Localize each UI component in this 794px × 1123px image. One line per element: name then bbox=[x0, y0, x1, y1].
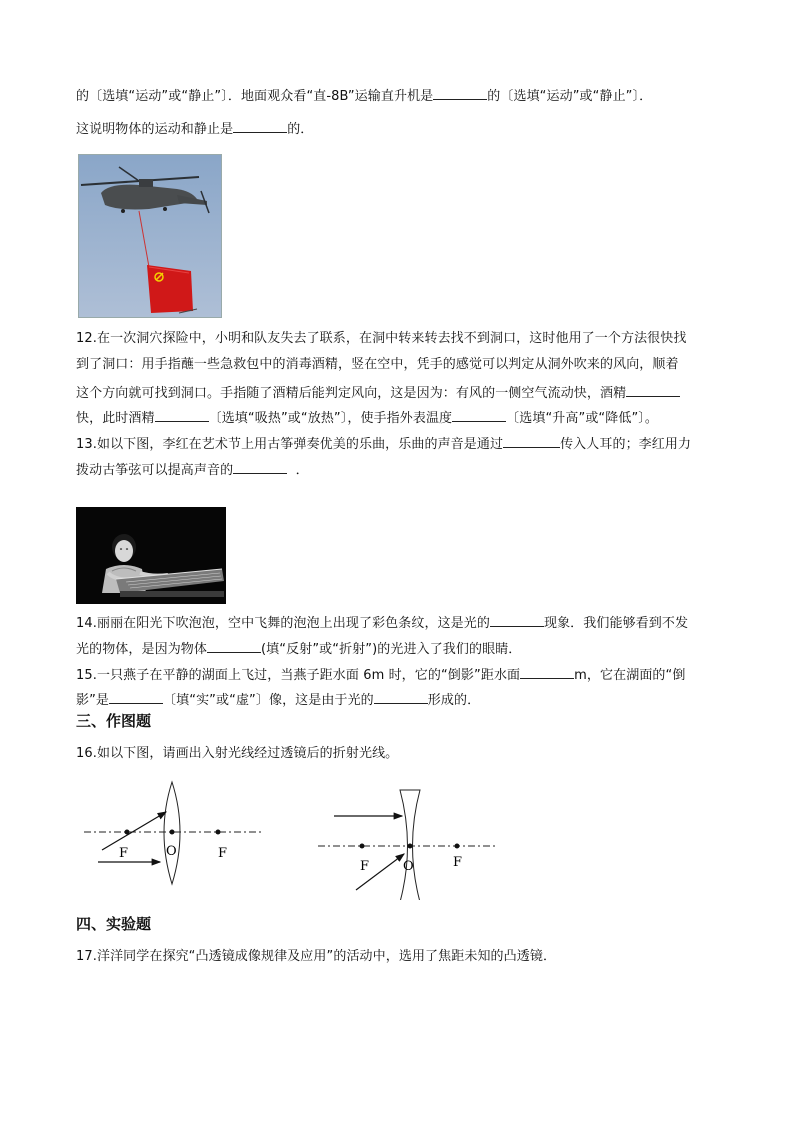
q13-text-2b: ． bbox=[295, 463, 309, 478]
q12-line-4 bbox=[76, 408, 726, 428]
focus-label-left-1: F bbox=[119, 846, 129, 861]
q11-text-1a: 的〔选填“运动”或“静止”〕．地面观众看“直-8B”运输直升机是 bbox=[76, 89, 434, 104]
q14-text-2a: 光的物体，是因为物体 bbox=[76, 642, 208, 657]
q13-blank-2 bbox=[233, 460, 287, 474]
q14-blank-2 bbox=[207, 639, 261, 653]
q17-text: 17.洋洋同学在探究“凸透镜成像规律及应用”的活动中，选用了焦距未知的凸透镜． bbox=[76, 949, 557, 964]
lens-diagrams bbox=[0, 770, 794, 900]
q15-text-1b: m，它在湖面的“倒 bbox=[574, 668, 686, 683]
q15-line-2 bbox=[76, 690, 726, 710]
q11-text-2b: 的． bbox=[287, 122, 314, 137]
focus-point-left-2 bbox=[360, 844, 365, 849]
optical-center-label-2: O bbox=[403, 859, 414, 874]
q14-text-1a: 14.丽丽在阳光下吹泡泡，空中飞舞的泡泡上出现了彩色条纹，这是光的 bbox=[76, 616, 490, 631]
focus-point-right-2 bbox=[455, 844, 460, 849]
q14-line-2 bbox=[76, 639, 726, 659]
q12-text-3: 这个方向就可找到洞口。手指随了酒精后能判定风向，这是因为：有风的一侧空气流动快，酒精 bbox=[76, 386, 627, 401]
q14-blank-1 bbox=[490, 613, 544, 627]
guzheng-photo bbox=[76, 507, 226, 604]
focus-point-right-1 bbox=[216, 830, 221, 835]
q11-text-2a: 这说明物体的运动和静止是 bbox=[76, 122, 234, 137]
q15-text-2b: 〔填“实”或“虚”〕像，这是由于光的 bbox=[163, 693, 374, 708]
q12-text-4c: 〔选填“升高”或“降低”〕。 bbox=[506, 411, 658, 426]
q12-line-3 bbox=[76, 383, 726, 403]
q12-text-2: 到了洞口：用手指蘸一些急救包中的消毒酒精，竖在空中，凭手的感觉可以判定从洞外吹来的风向，顺着 bbox=[76, 357, 679, 372]
q12-text-4a: 快，此时酒精 bbox=[76, 411, 155, 426]
q15-text-2c: 形成的． bbox=[427, 693, 481, 708]
q13-blank-1 bbox=[503, 434, 560, 448]
q16-line bbox=[76, 745, 726, 763]
q17-line bbox=[76, 948, 726, 966]
q13-text-2a: 拨动古筝弦可以提高声音的 bbox=[76, 463, 234, 478]
q11-blank-2 bbox=[233, 119, 287, 133]
concave-lens-diagram bbox=[318, 790, 497, 900]
q13-text-1b: 传入人耳的；李红用力 bbox=[560, 437, 692, 452]
q12-line-2 bbox=[76, 356, 726, 374]
section-4-heading: 四、实验题 bbox=[76, 915, 152, 933]
q14-line-1 bbox=[76, 613, 726, 633]
q12-line-1 bbox=[76, 330, 726, 348]
q11-text-1b: 的〔选填“运动”或“静止”〕． bbox=[487, 89, 653, 104]
optical-center-label-1: O bbox=[166, 844, 177, 859]
q12-blank-2 bbox=[155, 408, 209, 422]
q11-line-2 bbox=[76, 119, 726, 139]
convex-lens-diagram bbox=[84, 782, 262, 884]
focus-label-left-2: F bbox=[360, 859, 370, 874]
q12-text-4b: 〔选填“吸热”或“放热”〕，使手指外表温度 bbox=[208, 411, 453, 426]
q15-blank-2 bbox=[109, 690, 163, 704]
q13-text-1a: 13.如以下图，李红在艺术节上用古筝弹奏优美的乐曲，乐曲的声音是通过 bbox=[76, 437, 504, 452]
q16-text: 16.如以下图，请画出入射光线经过透镜后的折射光线。 bbox=[76, 746, 399, 761]
optical-center-2 bbox=[408, 844, 413, 849]
q13-line-2 bbox=[76, 460, 726, 480]
q11-line-1 bbox=[76, 86, 726, 106]
helicopter-photo bbox=[78, 154, 222, 318]
optical-center-1 bbox=[170, 830, 175, 835]
q15-text-2a: 影”是 bbox=[76, 693, 110, 708]
q15-blank-1 bbox=[520, 665, 574, 679]
q12-blank-1 bbox=[626, 383, 680, 397]
incident-ray-through-focus bbox=[102, 812, 166, 850]
guzheng-player-image bbox=[76, 507, 226, 604]
q11-blank-1 bbox=[433, 86, 487, 100]
helicopter-flag-image bbox=[79, 155, 221, 317]
focus-label-right-1: F bbox=[218, 846, 228, 861]
q12-blank-3 bbox=[452, 408, 506, 422]
q14-text-2b: (填“反射”或“折射”)的光进入了我们的眼睛． bbox=[261, 642, 522, 657]
q15-text-1a: 15.一只燕子在平静的湖面上飞过，当燕子距水面 6m 时，它的“倒影”距水面 bbox=[76, 668, 521, 683]
q15-line-1 bbox=[76, 665, 726, 685]
q13-line-1 bbox=[76, 434, 726, 454]
section-3-heading: 三、作图题 bbox=[76, 712, 152, 730]
q14-text-1b: 现象．我们能够看到不发 bbox=[543, 616, 689, 631]
q12-text-1: 12.在一次洞穴探险中，小明和队友失去了联系，在洞中转来转去找不到洞口，这时他用了一个方法很快找 bbox=[76, 331, 687, 346]
focus-label-right-2: F bbox=[453, 855, 463, 870]
q15-blank-3 bbox=[374, 690, 428, 704]
